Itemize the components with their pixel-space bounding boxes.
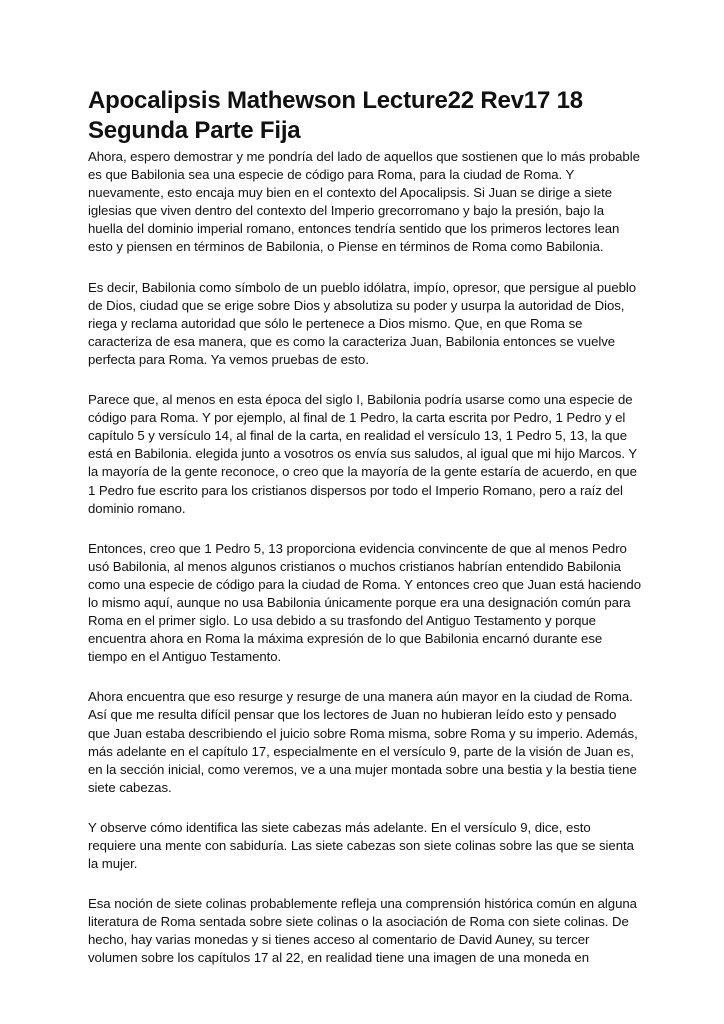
title-line-2: Segunda Parte Fija xyxy=(88,117,301,144)
document-body xyxy=(88,148,641,968)
paragraph-3: Parece que, al menos en esta época del siglo I, Babilonia podría usarse como una especie de código para Roma. Y por ejemplo, al final de 1 Pedro, la carta escrita por Pedro, 1 Pedro y el capítulo 5 y versículo 14, al final de la carta, en realidad el versículo 13, 1 Pedro 5, 13, la que está en Babilonia. elegida junto a vosotros os envía sus saludos, al igual que mi hijo Marcos. Y la mayoría de la gente reconoce, o creo que la mayoría de la gente estaría de acuerdo, en que 1 Pedro fue escrito para los cristianos dispersos por todo el Imperio Romano, pero a raíz del dominio romano. xyxy=(88,392,637,516)
document-page xyxy=(88,86,641,968)
paragraph-4: Entonces, creo que 1 Pedro 5, 13 proporciona evidencia convincente de que al menos Pedro usó Babilonia, al menos algunos cristianos o muchos cristianos habrían entendido Babilonia como una especie de código para la ciudad de Roma. Y entonces creo que Juan está haciendo lo mismo aquí, aunque no usa Babilonia únicamente porque era una designación común para Roma en el primer siglo. Lo usa debido a su trasfondo del Antiguo Testamento y porque encuentra ahora en Roma la máxima expresión de lo que Babilonia encarnó durante ese tiempo en el Antiguo Testamento. xyxy=(88,540,641,665)
paragraph-6: Y observe cómo identifica las siete cabezas más adelante. En el versículo 9, dice, esto requiere una mente con sabiduría. Las siete cabezas son siete colinas sobre las que se sienta la mujer. xyxy=(88,819,634,872)
paragraph-5: Ahora encuentra que eso resurge y resurge de una manera aún mayor en la ciudad de Roma. Así que me resulta difícil pensar que los lectores de Juan no hubieran leído esto y pensado que Juan estaba describiendo el juicio sobre Roma misma, sobre Roma y su imperio. Además, más adelante en el capítulo 17, especialmente en el versículo 9, parte de la visión de Juan es, en la sección inicial, como veremos, ve a una mujer montada sobre una bestia y la bestia tiene siete cabezas. xyxy=(88,689,638,795)
title-line-1: Apocalipsis Mathewson Lecture22 Rev17 18 xyxy=(88,87,583,114)
paragraph-7: Esa noción de siete colinas probablemente refleja una comprensión histórica común en alguna literatura de Roma sentada sobre siete colinas o la asociación de Roma con siete colinas. De hecho, hay varias monedas y si tienes acceso al comentario de David Auney, su tercer volumen sobre los capítulos 17 al 22, en realidad tiene una imagen de una moneda en xyxy=(88,896,637,966)
document-title xyxy=(88,86,641,146)
paragraph-2: Es decir, Babilonia como símbolo de un pueblo idólatra, impío, opresor, que persigue al pueblo de Dios, ciudad que se erige sobre Dios y absolutiza su poder y usurpa la autoridad de Dios, riega y reclama autoridad que sólo le pertenece a Dios mismo. Que, en que Roma se caracteriza de esa manera, que es como la caracteriza Juan, Babilonia entonces se vuelve perfecta para Roma. Ya vemos pruebas de esto. xyxy=(88,279,637,367)
paragraph-1: Ahora, espero demostrar y me pondría del lado de aquellos que sostienen que lo más probable es que Babilonia sea una especie de código para Roma, para la ciudad de Roma. Y nuevamente, esto encaja muy bien en el contexto del Apocalipsis. Si Juan se dirige a siete iglesias que viven dentro del contexto del Imperio grecorromano y bajo la presión, bajo la huella del dominio imperial romano, entonces tendría sentido que los primeros lectores lean esto y piensen en términos de Babilonia, o Piense en términos de Roma como Babilonia. xyxy=(88,149,640,255)
